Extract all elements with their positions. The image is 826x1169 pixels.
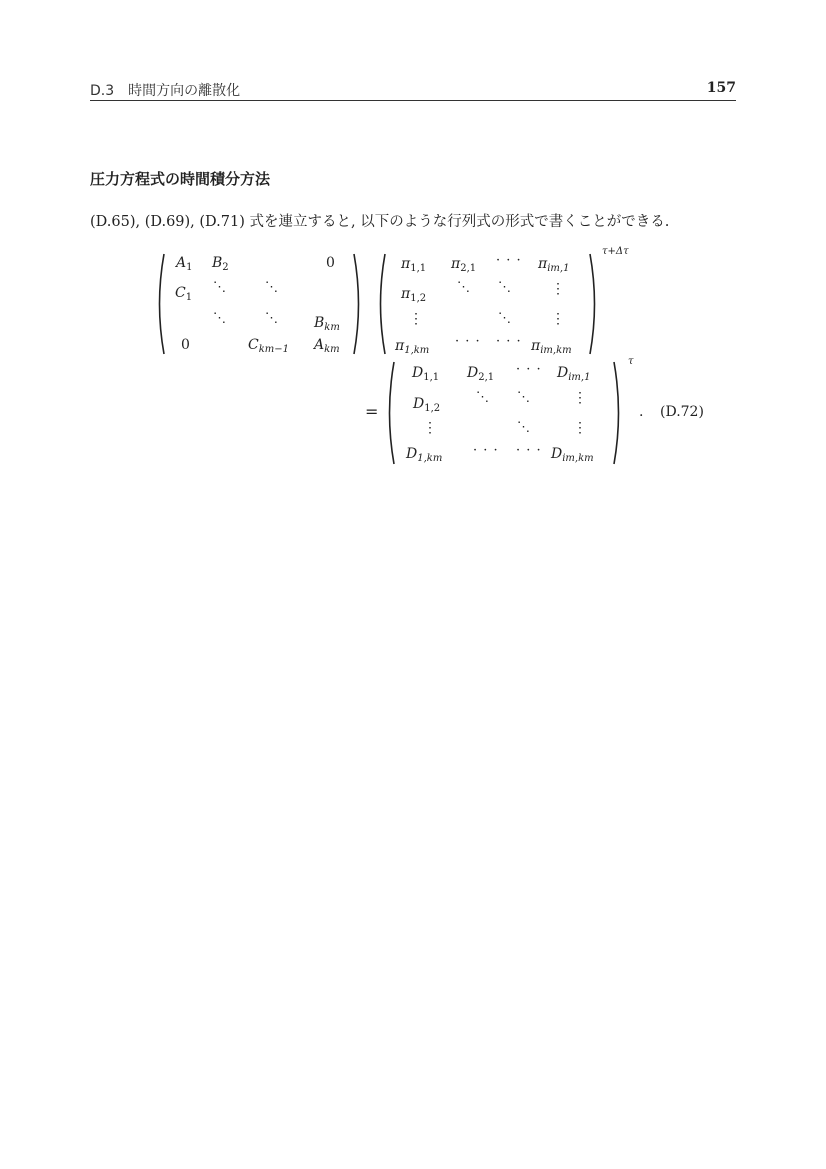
matrix-a-ddots-1: ⋱ [213,280,226,295]
matrix-d-superscript: τ [628,356,634,367]
matrix-a-right-paren [352,252,364,356]
matrix-pi-12: $\pi_{1,2}$ [401,286,427,304]
matrix-d-vdots-right-1: ⋮ [573,390,587,406]
subsection-title: 圧力方程式の時間積分方法 [90,170,271,188]
matrix-pi-superscript: τ+Δτ [602,246,629,257]
matrix-a-bkm: $B_{km}$ [314,315,340,333]
matrix-pi-1km: $\pi_{1,km}$ [395,338,430,356]
matrix-a-zero-bottom: 0 [181,337,190,353]
matrix-d-hdots-top: · · · [516,362,542,377]
matrix-a-ddots-4: ⋱ [265,311,278,326]
equation-period: . [639,404,644,420]
matrix-a-a1: $A_1$ [176,255,193,273]
running-head [90,80,736,101]
matrix-d-ddots-2: ⋱ [517,390,530,405]
matrix-d-21: $D_{2,1}$ [467,365,495,383]
matrix-pi-vdots-left: ⋮ [409,311,423,327]
matrix-a-left-paren [154,252,166,356]
matrix-pi-im1: $\pi_{im,1}$ [538,256,570,274]
matrix-pi-hdots-bottom-2: · · · [496,334,522,349]
matrix-d-11: $D_{1,1}$ [412,365,440,383]
matrix-d-12: $D_{1,2}$ [413,396,441,414]
matrix-pi-21: $\pi_{2,1}$ [451,256,477,274]
matrix-pi-11: $\pi_{1,1}$ [401,256,427,274]
matrix-pi-ddots-1: ⋱ [457,280,470,295]
matrix-d-right-paren [612,360,624,466]
matrix-d-hdots-bottom-1: · · · [473,443,499,458]
matrix-pi-vdots-right-2: ⋮ [551,311,565,327]
matrix-a-ckm1: $C_{km-1}$ [248,337,290,355]
matrix-d-im1: $D_{im,1}$ [557,365,591,383]
matrix-pi-ddots-3: ⋱ [498,311,511,326]
matrix-a-zero-top: 0 [326,255,335,271]
matrix-d-ddots-1: ⋱ [476,390,489,405]
matrix-pi-right-paren [588,252,600,356]
matrix-pi-hdots-top: · · · [496,253,522,268]
body-paragraph: (D.65), (D.69), (D.71) 式を連立すると, 以下のような行列式の形式で書くことができる. [90,214,670,230]
matrix-d-left-paren [384,360,396,466]
section-title: D.3 時間方向の離散化 [90,83,241,99]
matrix-pi-vdots-right-1: ⋮ [551,281,565,297]
matrix-a-ddots-2: ⋱ [265,280,278,295]
equals-sign: = [365,402,379,421]
matrix-a-akm: $A_{km}$ [314,337,340,355]
matrix-d-vdots-right-2: ⋮ [573,420,587,436]
matrix-pi-imkm: $\pi_{im,km}$ [531,338,572,356]
matrix-a-ddots-3: ⋱ [213,311,226,326]
matrix-d-hdots-bottom-2: · · · [516,443,542,458]
matrix-pi-ddots-2: ⋱ [498,280,511,295]
matrix-d-imkm: $D_{im,km}$ [551,446,594,464]
matrix-d-vdots-left: ⋮ [423,420,437,436]
matrix-pi-left-paren [375,252,387,356]
page-number: 157 [706,80,736,96]
matrix-a-c1: $C_1$ [175,285,193,303]
matrix-pi-hdots-bottom-1: · · · [455,334,481,349]
matrix-d-ddots-3: ⋱ [517,420,530,435]
equation-number: (D.72) [660,404,704,420]
matrix-d-1km: $D_{1,km}$ [406,446,443,464]
matrix-a-b2: $B_2$ [212,255,229,273]
